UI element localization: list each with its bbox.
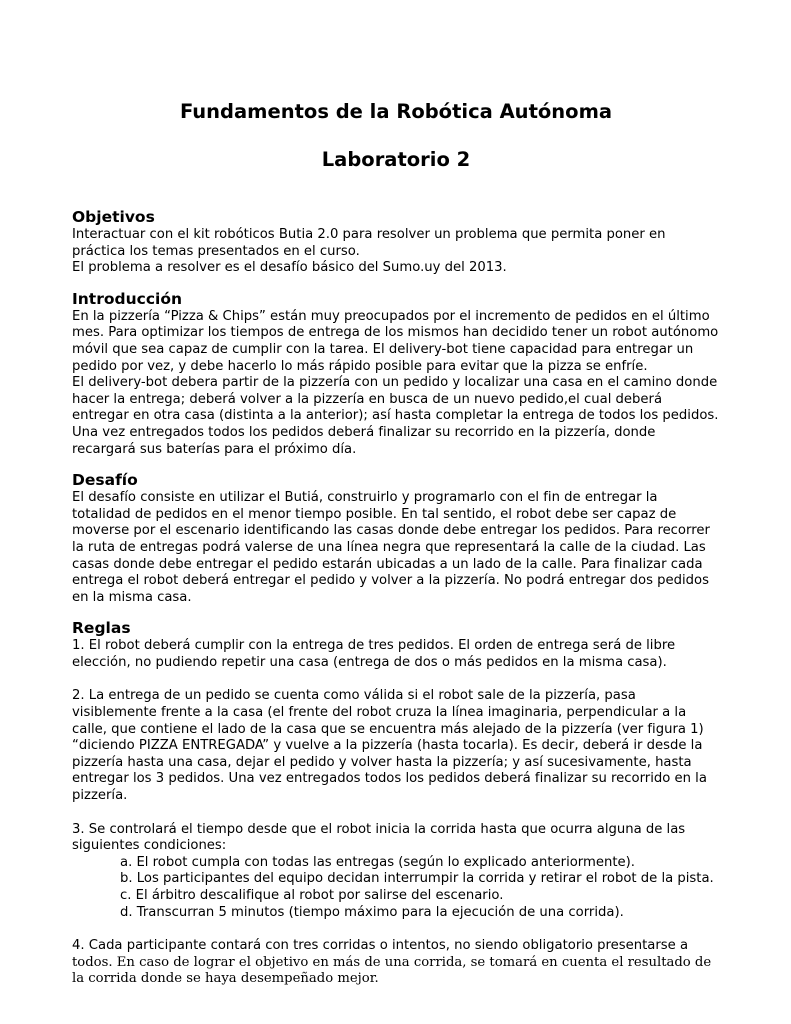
section-heading-desafio: Desafío [72, 471, 138, 490]
rule-4-paragraph [72, 938, 720, 988]
rule-4-serif-run: todos. En caso de lograr el objetivo en más de una corrida, se tomará en cuenta el resultado de la corrida donde se haya desempeñado mejor. [72, 954, 712, 987]
rule-1-paragraph: 1. El robot deberá cumplir con la entrega de tres pedidos. El orden de entrega será de libre elección, no pudiendo repetir una casa (entrega de dos o más pedidos en la misma casa). [72, 638, 676, 670]
section-heading-objetivos: Objetivos [72, 208, 155, 226]
rule-3-condition-c: c. El árbitro descalifique al robot por salirse del escenario. [120, 888, 504, 903]
section-heading-introduccion: Introducción [72, 289, 183, 308]
rule-3-intro-paragraph: 3. Se controlará el tiempo desde que el robot inicia la corrida hasta que ocurra alguna de las siguientes condiciones: [72, 821, 686, 854]
section-heading-reglas: Reglas [72, 619, 131, 638]
introduccion-paragraph-1: En la pizzería “Pizza & Chips” están muy preocupados por el incremento de pedidos en el último mes. Para optimizar los tiempos de entrega de los mismos han decidido tener un robot autónomo móvil que sea capaz de cumplir con la tarea. El delivery-bot tiene capacidad para entregar un pedido por vez, y debe hacerlo lo más rápido posible para evitar que la pizza se enfríe. [72, 308, 719, 374]
desafio-paragraph: El desafío consiste en utilizar el Butiá, construirlo y programarlo con el fin de entregar la totalidad de pedidos en el menor tiempo posible. En tal sentido, el robot debe ser capaz de moverse por el escenario identificando las casas donde debe entregar los pedidos. Para recorrer la ruta de entregas podrá valerse de una línea negra que representará la calle de la ciudad. Las casas donde debe entregar el pedido estarán ubicadas a un lado de la calle. Para finalizar cada entrega el robot deberá entregar el pedido y volver a la pizzería. No podrá entregar dos pedidos en la misma casa. [72, 490, 710, 605]
rule-4-sans-run: 4. Cada participante contará con tres corridas o intentos, no siendo obligatorio presentarse a [72, 938, 689, 954]
objetivos-paragraph-2: El problema a resolver es el desafío básico del Sumo.uy del 2013. [72, 260, 507, 276]
objetivos-paragraph-1: Interactuar con el kit robóticos Butia 2.0 para resolver un problema que permita poner en práctica los temas presentados en el curso. [72, 227, 666, 259]
document-title: Fundamentos de la Robótica Autónoma [179, 100, 613, 123]
rule-2-paragraph: 2. La entrega de un pedido se cuenta como válida si el robot sale de la pizzería, pasa visiblemente frente a la casa (el frente del robot cruza la línea imaginaria, perpendicular a la calle, que contiene el lado de la casa que se encuentra más alejado de la pizzería (ver figura 1) “diciendo PIZZA ENTREGADA” y vuelve a la pizzería (hasta tocarla). Es decir, deberá ir desde la pizzería hasta una casa, dejar el pedido y volver hasta la pizzería; y así sucesivamente, hasta entregar los 3 pedidos. Una vez entregados todos los pedidos deberá finalizar su recorrido en la pizzería. [72, 688, 707, 804]
rule-3-condition-d: d. Transcurran 5 minutos (tiempo máximo para la ejecución de una corrida). [120, 904, 624, 920]
document-content [72, 0, 720, 988]
rule-3-condition-b: b. Los participantes del equipo decidan interrumpir la corrida y retirar el robot de la pista. [120, 871, 714, 887]
rule-3-condition-a: a. El robot cumpla con todas las entregas (según lo explicado anteriormente). [120, 854, 635, 870]
document-subtitle: Laboratorio 2 [321, 148, 471, 171]
rule-3-conditions-list [72, 855, 720, 921]
introduccion-paragraph-2: El delivery-bot debera partir de la pizzería con un pedido y localizar una casa en el camino donde hacer la entrega; deberá volver a la pizzería en busca de un nuevo pedido,el cual deberá entregar en otra casa (distinta a la anterior); así hasta completar la entrega de todos los pedidos. Una vez entregados todos los pedidos deberá finalizar su recorrido en la pizzería, donde recargará sus baterías para el próximo día. [72, 375, 719, 457]
